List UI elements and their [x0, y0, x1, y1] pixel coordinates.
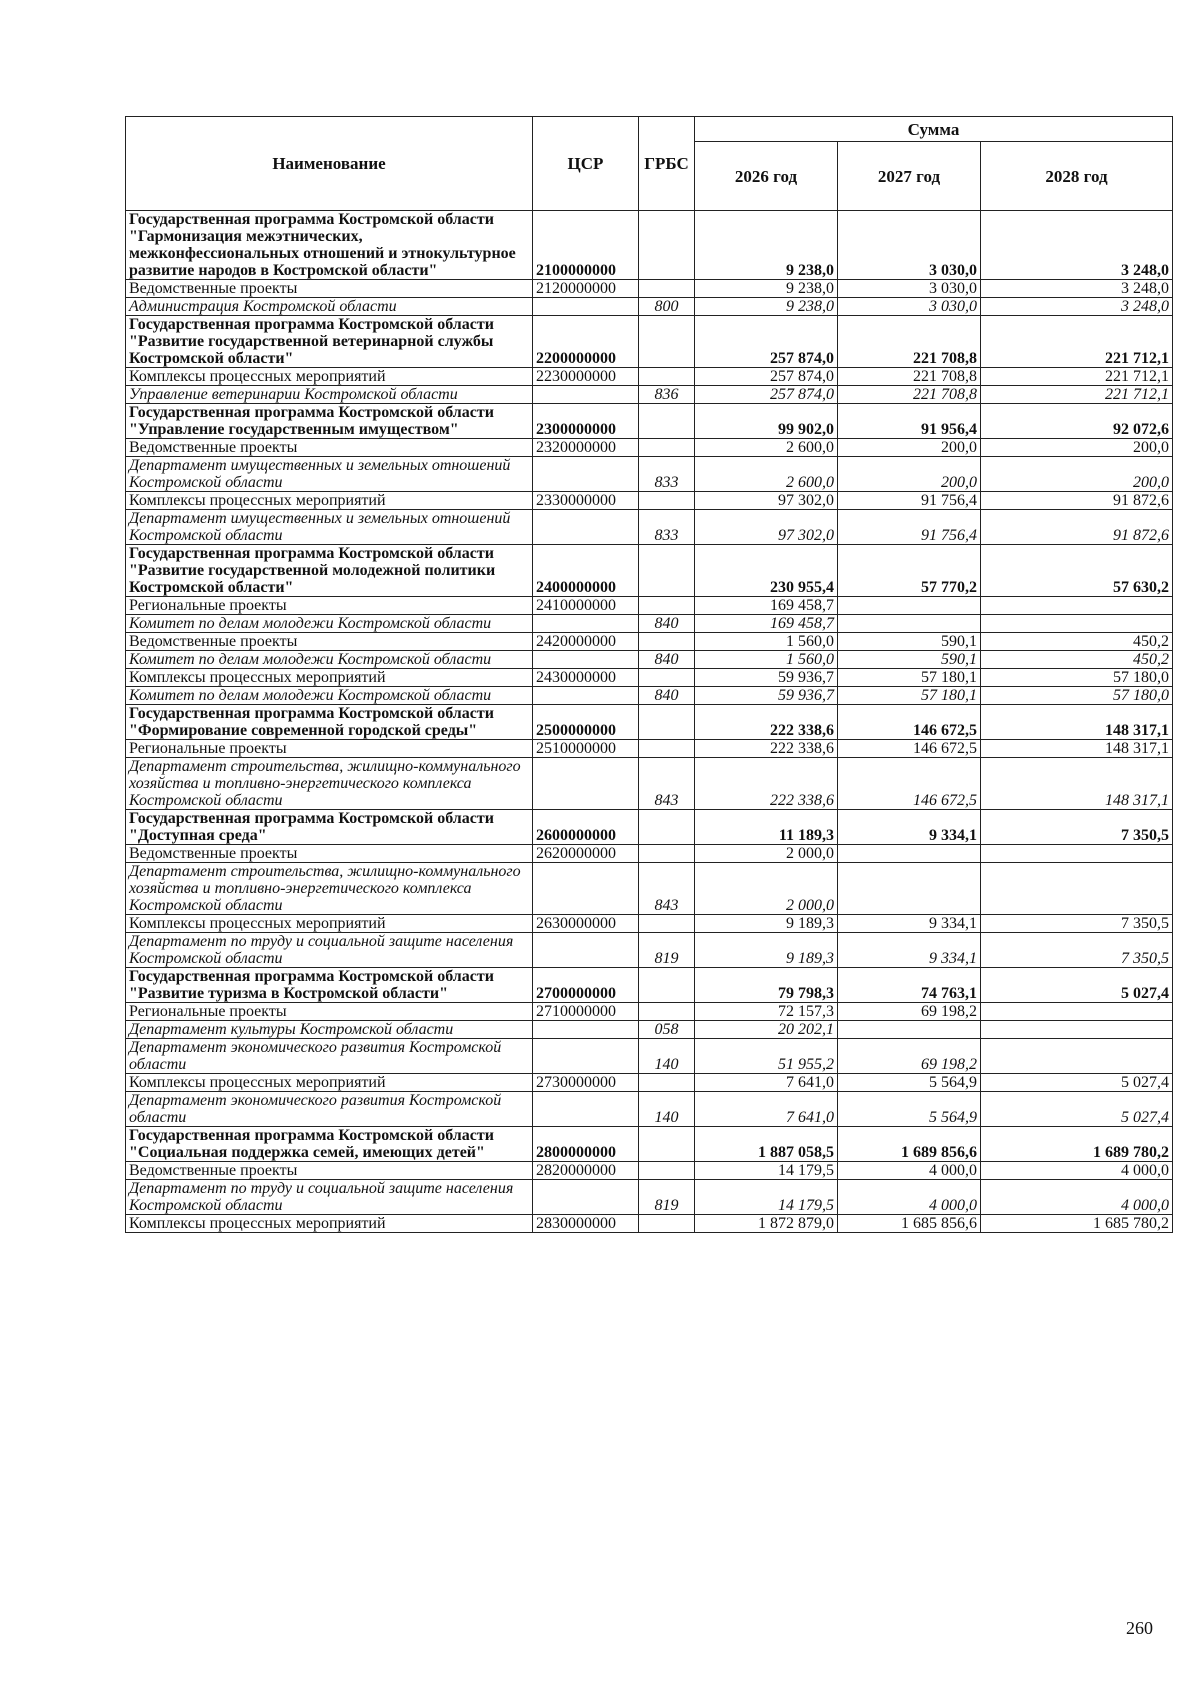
cell-y2027: 590,1 — [838, 633, 981, 651]
cell-y2027 — [838, 845, 981, 863]
cell-y2027: 3 030,0 — [838, 211, 981, 280]
cell-csr: 2410000000 — [533, 597, 639, 615]
cell-csr — [533, 863, 639, 915]
cell-y2026: 11 189,3 — [695, 810, 838, 845]
cell-y2027: 91 756,4 — [838, 492, 981, 510]
cell-y2027 — [838, 863, 981, 915]
cell-y2028: 221 712,1 — [981, 316, 1173, 368]
budget-table — [125, 116, 1173, 1233]
cell-grbs: 058 — [639, 1021, 695, 1039]
cell-y2026: 79 798,3 — [695, 968, 838, 1003]
cell-y2026: 9 189,3 — [695, 915, 838, 933]
cell-grbs — [639, 915, 695, 933]
cell-csr: 2200000000 — [533, 316, 639, 368]
cell-y2027: 5 564,9 — [838, 1074, 981, 1092]
cell-y2028 — [981, 597, 1173, 615]
header-year-2028: 2028 год — [981, 142, 1173, 211]
cell-grbs: 140 — [639, 1039, 695, 1074]
cell-y2028: 221 712,1 — [981, 368, 1173, 386]
cell-y2027: 146 672,5 — [838, 758, 981, 810]
cell-name: Департамент строительства, жилищно-коммунального хозяйства и топливно-энергетического комплекса Костромской области — [126, 863, 533, 915]
cell-csr: 2500000000 — [533, 705, 639, 740]
program-row — [126, 316, 1173, 368]
cell-y2028: 4 000,0 — [981, 1180, 1173, 1215]
cell-y2027: 146 672,5 — [838, 705, 981, 740]
cell-name: Комплексы процессных мероприятий — [126, 1074, 533, 1092]
cell-y2028: 7 350,5 — [981, 915, 1173, 933]
subprogram-row — [126, 669, 1173, 687]
cell-name: Департамент имущественных и земельных отношений Костромской области — [126, 457, 533, 492]
cell-y2027: 3 030,0 — [838, 298, 981, 316]
department-row — [126, 386, 1173, 404]
cell-y2028 — [981, 1021, 1173, 1039]
cell-y2027: 57 180,1 — [838, 687, 981, 705]
cell-y2026: 257 874,0 — [695, 368, 838, 386]
cell-y2026: 72 157,3 — [695, 1003, 838, 1021]
program-row — [126, 1127, 1173, 1162]
cell-name: Государственная программа Костромской области "Доступная среда" — [126, 810, 533, 845]
cell-y2027: 590,1 — [838, 651, 981, 669]
cell-y2026: 257 874,0 — [695, 386, 838, 404]
cell-csr: 2320000000 — [533, 439, 639, 457]
cell-name: Департамент по труду и социальной защите населения Костромской области — [126, 1180, 533, 1215]
cell-csr: 2120000000 — [533, 280, 639, 298]
cell-y2028: 450,2 — [981, 651, 1173, 669]
cell-y2026: 51 955,2 — [695, 1039, 838, 1074]
program-row — [126, 705, 1173, 740]
cell-grbs — [639, 705, 695, 740]
cell-csr — [533, 615, 639, 633]
cell-grbs — [639, 810, 695, 845]
header-year-2027: 2027 год — [838, 142, 981, 211]
cell-y2028: 148 317,1 — [981, 740, 1173, 758]
cell-y2026: 2 600,0 — [695, 439, 838, 457]
cell-y2028: 1 685 780,2 — [981, 1215, 1173, 1233]
cell-grbs: 836 — [639, 386, 695, 404]
cell-y2028: 4 000,0 — [981, 1162, 1173, 1180]
department-row — [126, 933, 1173, 968]
subprogram-row — [126, 280, 1173, 298]
cell-grbs: 140 — [639, 1092, 695, 1127]
cell-y2026: 222 338,6 — [695, 740, 838, 758]
cell-y2028 — [981, 863, 1173, 915]
page-number: 260 — [1126, 1618, 1153, 1638]
cell-name: Государственная программа Костромской области "Управление государственным имуществом" — [126, 404, 533, 439]
cell-y2026: 59 936,7 — [695, 687, 838, 705]
cell-y2028: 7 350,5 — [981, 810, 1173, 845]
cell-name: Государственная программа Костромской области "Развитие государственной ветеринарной службы Костромской области" — [126, 316, 533, 368]
department-row — [126, 1039, 1173, 1074]
cell-csr — [533, 758, 639, 810]
cell-grbs: 840 — [639, 615, 695, 633]
cell-csr: 2630000000 — [533, 915, 639, 933]
department-row — [126, 510, 1173, 545]
cell-csr: 2700000000 — [533, 968, 639, 1003]
cell-csr: 2330000000 — [533, 492, 639, 510]
subprogram-row — [126, 633, 1173, 651]
subprogram-row — [126, 1003, 1173, 1021]
header-grbs: ГРБС — [639, 117, 695, 211]
cell-grbs — [639, 1074, 695, 1092]
cell-csr: 2710000000 — [533, 1003, 639, 1021]
cell-name: Департамент экономического развития Костромской области — [126, 1092, 533, 1127]
cell-grbs: 819 — [639, 1180, 695, 1215]
department-row — [126, 615, 1173, 633]
cell-grbs — [639, 740, 695, 758]
cell-y2028: 57 180,0 — [981, 669, 1173, 687]
cell-name: Государственная программа Костромской области "Формирование современной городской среды" — [126, 705, 533, 740]
cell-grbs — [639, 669, 695, 687]
cell-grbs — [639, 1162, 695, 1180]
cell-y2027: 69 198,2 — [838, 1003, 981, 1021]
cell-y2027: 3 030,0 — [838, 280, 981, 298]
cell-name: Комитет по делам молодежи Костромской области — [126, 615, 533, 633]
cell-csr: 2300000000 — [533, 404, 639, 439]
cell-grbs — [639, 845, 695, 863]
cell-grbs — [639, 633, 695, 651]
cell-name: Управление ветеринарии Костромской области — [126, 386, 533, 404]
cell-name: Комплексы процессных мероприятий — [126, 368, 533, 386]
header-sum: Сумма — [695, 117, 1173, 142]
cell-name: Региональные проекты — [126, 597, 533, 615]
cell-y2028 — [981, 1003, 1173, 1021]
cell-y2026: 1 560,0 — [695, 633, 838, 651]
cell-csr — [533, 1039, 639, 1074]
cell-y2027: 57 180,1 — [838, 669, 981, 687]
cell-name: Государственная программа Костромской области "Развитие государственной молодежной политики Костромской области" — [126, 545, 533, 597]
cell-y2028: 1 689 780,2 — [981, 1127, 1173, 1162]
cell-csr — [533, 687, 639, 705]
cell-y2028: 7 350,5 — [981, 933, 1173, 968]
cell-y2028 — [981, 1039, 1173, 1074]
cell-y2028: 148 317,1 — [981, 758, 1173, 810]
cell-y2028: 5 027,4 — [981, 968, 1173, 1003]
cell-y2027: 200,0 — [838, 439, 981, 457]
program-row — [126, 968, 1173, 1003]
cell-y2026: 1 872 879,0 — [695, 1215, 838, 1233]
program-row — [126, 545, 1173, 597]
cell-y2027: 1 685 856,6 — [838, 1215, 981, 1233]
department-row — [126, 457, 1173, 492]
cell-grbs — [639, 1215, 695, 1233]
cell-csr: 2430000000 — [533, 669, 639, 687]
cell-y2028: 5 027,4 — [981, 1092, 1173, 1127]
cell-name: Комплексы процессных мероприятий — [126, 1215, 533, 1233]
cell-y2026: 14 179,5 — [695, 1162, 838, 1180]
cell-y2027: 221 708,8 — [838, 316, 981, 368]
cell-csr: 2510000000 — [533, 740, 639, 758]
cell-y2027: 221 708,8 — [838, 386, 981, 404]
cell-grbs: 843 — [639, 863, 695, 915]
cell-y2026: 230 955,4 — [695, 545, 838, 597]
program-row — [126, 404, 1173, 439]
cell-y2026: 9 189,3 — [695, 933, 838, 968]
cell-name: Региональные проекты — [126, 1003, 533, 1021]
cell-y2026: 97 302,0 — [695, 510, 838, 545]
cell-name: Ведомственные проекты — [126, 1162, 533, 1180]
cell-grbs: 819 — [639, 933, 695, 968]
cell-y2026: 20 202,1 — [695, 1021, 838, 1039]
cell-csr: 2600000000 — [533, 810, 639, 845]
department-row — [126, 863, 1173, 915]
cell-name: Государственная программа Костромской области "Социальная поддержка семей, имеющих детей" — [126, 1127, 533, 1162]
cell-grbs — [639, 316, 695, 368]
cell-grbs — [639, 597, 695, 615]
cell-y2026: 2 000,0 — [695, 863, 838, 915]
cell-y2028: 57 180,0 — [981, 687, 1173, 705]
cell-y2026: 7 641,0 — [695, 1074, 838, 1092]
department-row — [126, 758, 1173, 810]
cell-grbs — [639, 968, 695, 1003]
cell-name: Комитет по делам молодежи Костромской области — [126, 687, 533, 705]
cell-y2027 — [838, 597, 981, 615]
subprogram-row — [126, 915, 1173, 933]
department-row — [126, 1092, 1173, 1127]
cell-name: Администрация Костромской области — [126, 298, 533, 316]
cell-y2027: 9 334,1 — [838, 810, 981, 845]
cell-y2027: 5 564,9 — [838, 1092, 981, 1127]
cell-name: Департамент экономического развития Костромской области — [126, 1039, 533, 1074]
cell-y2026: 9 238,0 — [695, 280, 838, 298]
cell-grbs — [639, 1127, 695, 1162]
cell-grbs — [639, 492, 695, 510]
cell-csr: 2400000000 — [533, 545, 639, 597]
cell-y2026: 2 000,0 — [695, 845, 838, 863]
cell-y2026: 222 338,6 — [695, 705, 838, 740]
header-csr: ЦСР — [533, 117, 639, 211]
table-body — [126, 211, 1173, 1233]
cell-y2028: 450,2 — [981, 633, 1173, 651]
cell-name: Департамент по труду и социальной защите населения Костромской области — [126, 933, 533, 968]
cell-name: Ведомственные проекты — [126, 439, 533, 457]
cell-name: Комплексы процессных мероприятий — [126, 669, 533, 687]
cell-grbs: 800 — [639, 298, 695, 316]
cell-y2028 — [981, 615, 1173, 633]
cell-csr — [533, 933, 639, 968]
cell-y2028: 91 872,6 — [981, 492, 1173, 510]
cell-grbs — [639, 280, 695, 298]
cell-csr: 2820000000 — [533, 1162, 639, 1180]
cell-csr: 2620000000 — [533, 845, 639, 863]
cell-y2027: 221 708,8 — [838, 368, 981, 386]
department-row — [126, 298, 1173, 316]
cell-csr — [533, 651, 639, 669]
cell-y2026: 169 458,7 — [695, 597, 838, 615]
cell-name: Государственная программа Костромской области "Развитие туризма в Костромской области" — [126, 968, 533, 1003]
cell-csr: 2730000000 — [533, 1074, 639, 1092]
cell-csr — [533, 1021, 639, 1039]
cell-y2026: 222 338,6 — [695, 758, 838, 810]
cell-y2027: 146 672,5 — [838, 740, 981, 758]
cell-y2026: 257 874,0 — [695, 316, 838, 368]
cell-y2027: 57 770,2 — [838, 545, 981, 597]
cell-grbs: 840 — [639, 687, 695, 705]
cell-y2028: 57 630,2 — [981, 545, 1173, 597]
cell-y2027: 200,0 — [838, 457, 981, 492]
cell-y2027: 69 198,2 — [838, 1039, 981, 1074]
header-name: Наименование — [126, 117, 533, 211]
cell-name: Государственная программа Костромской области "Гармонизация межэтнических, межконфессиональных отношений и этнокультурное развитие народов в Костромской области" — [126, 211, 533, 280]
header-year-2026: 2026 год — [695, 142, 838, 211]
subprogram-row — [126, 597, 1173, 615]
cell-y2027: 91 956,4 — [838, 404, 981, 439]
department-row — [126, 651, 1173, 669]
cell-csr: 2100000000 — [533, 211, 639, 280]
cell-y2027: 4 000,0 — [838, 1162, 981, 1180]
cell-y2027 — [838, 615, 981, 633]
cell-name: Региональные проекты — [126, 740, 533, 758]
cell-y2028: 200,0 — [981, 457, 1173, 492]
cell-name: Ведомственные проекты — [126, 633, 533, 651]
cell-name: Ведомственные проекты — [126, 280, 533, 298]
cell-name: Департамент имущественных и земельных отношений Костромской области — [126, 510, 533, 545]
cell-y2027: 91 756,4 — [838, 510, 981, 545]
cell-csr: 2230000000 — [533, 368, 639, 386]
cell-grbs — [639, 439, 695, 457]
cell-y2028: 148 317,1 — [981, 705, 1173, 740]
cell-y2028: 91 872,6 — [981, 510, 1173, 545]
cell-y2027: 74 763,1 — [838, 968, 981, 1003]
cell-y2026: 99 902,0 — [695, 404, 838, 439]
department-row — [126, 1021, 1173, 1039]
cell-y2028: 3 248,0 — [981, 298, 1173, 316]
department-row — [126, 1180, 1173, 1215]
cell-y2028 — [981, 845, 1173, 863]
cell-y2027: 1 689 856,6 — [838, 1127, 981, 1162]
cell-csr — [533, 386, 639, 404]
cell-csr: 2800000000 — [533, 1127, 639, 1162]
cell-y2026: 1 887 058,5 — [695, 1127, 838, 1162]
cell-name: Ведомственные проекты — [126, 845, 533, 863]
cell-y2028: 5 027,4 — [981, 1074, 1173, 1092]
cell-name: Департамент строительства, жилищно-коммунального хозяйства и топливно-энергетического комплекса Костромской области — [126, 758, 533, 810]
subprogram-row — [126, 439, 1173, 457]
cell-y2026: 97 302,0 — [695, 492, 838, 510]
department-row — [126, 687, 1173, 705]
cell-grbs — [639, 1003, 695, 1021]
cell-name: Комплексы процессных мероприятий — [126, 492, 533, 510]
cell-name: Комплексы процессных мероприятий — [126, 915, 533, 933]
program-row — [126, 810, 1173, 845]
cell-grbs: 833 — [639, 457, 695, 492]
cell-csr — [533, 298, 639, 316]
cell-y2028: 3 248,0 — [981, 211, 1173, 280]
cell-csr — [533, 1180, 639, 1215]
cell-csr: 2420000000 — [533, 633, 639, 651]
cell-y2026: 1 560,0 — [695, 651, 838, 669]
cell-y2028: 3 248,0 — [981, 280, 1173, 298]
cell-y2028: 221 712,1 — [981, 386, 1173, 404]
cell-grbs: 840 — [639, 651, 695, 669]
subprogram-row — [126, 1215, 1173, 1233]
cell-grbs — [639, 211, 695, 280]
cell-y2026: 9 238,0 — [695, 211, 838, 280]
cell-grbs: 843 — [639, 758, 695, 810]
cell-y2028: 200,0 — [981, 439, 1173, 457]
subprogram-row — [126, 845, 1173, 863]
cell-y2026: 7 641,0 — [695, 1092, 838, 1127]
cell-y2028: 92 072,6 — [981, 404, 1173, 439]
cell-name: Департамент культуры Костромской области — [126, 1021, 533, 1039]
cell-csr — [533, 510, 639, 545]
cell-csr: 2830000000 — [533, 1215, 639, 1233]
cell-name: Комитет по делам молодежи Костромской области — [126, 651, 533, 669]
cell-y2026: 2 600,0 — [695, 457, 838, 492]
cell-grbs — [639, 545, 695, 597]
cell-y2027: 4 000,0 — [838, 1180, 981, 1215]
cell-csr — [533, 457, 639, 492]
cell-grbs — [639, 404, 695, 439]
subprogram-row — [126, 492, 1173, 510]
subprogram-row — [126, 1074, 1173, 1092]
cell-y2026: 169 458,7 — [695, 615, 838, 633]
cell-y2027: 9 334,1 — [838, 915, 981, 933]
subprogram-row — [126, 368, 1173, 386]
cell-grbs: 833 — [639, 510, 695, 545]
cell-y2027: 9 334,1 — [838, 933, 981, 968]
program-row — [126, 211, 1173, 280]
cell-y2026: 14 179,5 — [695, 1180, 838, 1215]
cell-y2026: 9 238,0 — [695, 298, 838, 316]
cell-y2027 — [838, 1021, 981, 1039]
subprogram-row — [126, 740, 1173, 758]
cell-csr — [533, 1092, 639, 1127]
subprogram-row — [126, 1162, 1173, 1180]
cell-y2026: 59 936,7 — [695, 669, 838, 687]
cell-grbs — [639, 368, 695, 386]
